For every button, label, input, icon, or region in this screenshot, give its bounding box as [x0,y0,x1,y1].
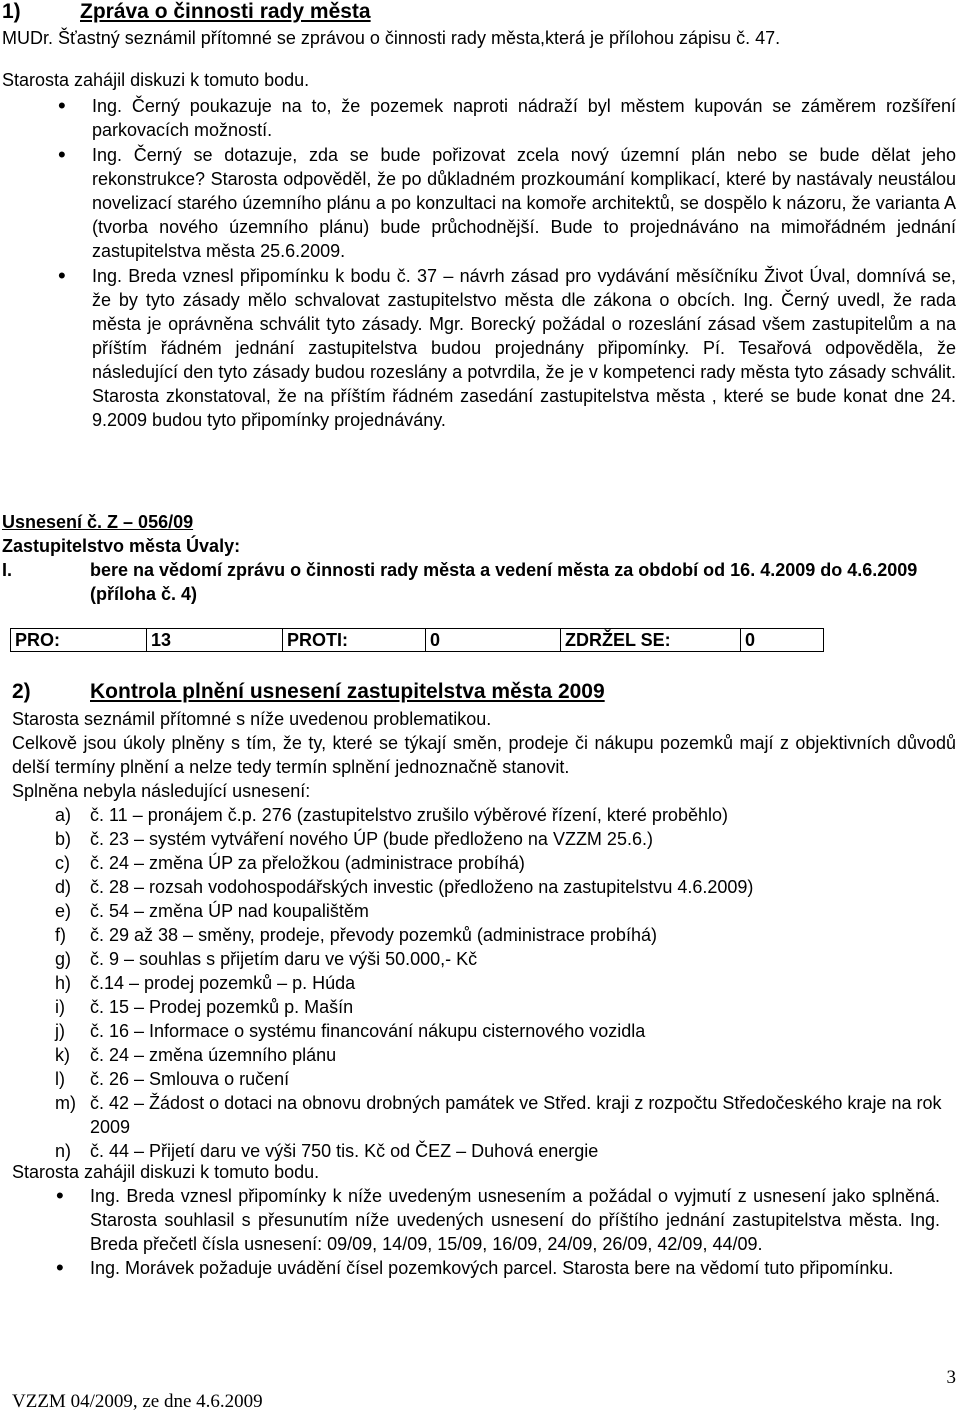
list-item [0,803,958,827]
section-1-bullet-list [2,94,956,432]
list-item [0,899,958,923]
vote-zdrzel-label: ZDRŽEL SE: [561,629,741,652]
list-item [0,1043,958,1067]
list-item [0,851,958,875]
vote-proti-label: PROTI: [283,629,426,652]
list-item-letter: a) [55,805,72,825]
list-item-letter: k) [55,1045,70,1065]
section-1-heading [2,0,371,24]
section-2-title: Kontrola plnění usnesení zastupitelstva města 2009 [90,680,605,703]
section-1-title: Zpráva o činnosti rady města [80,0,371,23]
vote-proti-value: 0 [426,629,561,652]
list-item-letter: n) [55,1141,72,1161]
list-item-letter: f) [55,925,66,945]
list-item-letter: j) [55,1021,65,1041]
list-item-text: č. 54 – změna ÚP nad koupalištěm [90,901,369,921]
unfulfilled-resolutions-list [0,803,958,1163]
resolution-roman: I. [2,560,13,580]
bullet-item: • Ing. Breda vznesl připomínku k bodu č. 37 – návrh zásad pro vydávání měsíčníku Život Úval, domnívá se, že by tyto zásady mělo schvalovat zastupitelstvo města dle zákona o obcích. Ing. Černý uvedl, že rada města je oprávněna schválit tyto zásady. Mgr. Borecký požádal o rozeslání zásad všem zastupitelům a na příštím řádném jednání zastupitelstva budou projednány připomínky. Pí. Tesařová odpověděla, že následující den tyto zásady budou rozeslány a potvrdila, že je v kompetenci rady města tyto zásady schválit. Starosta zkonstatoval, že na příštím řádném zasedání zastupitelstva města , které se bude konat dne 24. 9.2009 budou tyto připomínky projednávány. [2,264,956,432]
list-item-text: č. 9 – souhlas s přijetím daru ve výši 50.000,- Kč [90,949,478,969]
vote-table [10,628,824,652]
resolution-text: bere na vědomí zprávu o činnosti rady města a vedení města za období od 16. 4.2009 do 4.6.2009 (příloha č. 4) [90,560,918,604]
resolution-number: Usnesení č. Z – 056/09 [2,512,194,532]
list-item-letter: b) [55,829,72,849]
list-item-text: č. 24 – změna územního plánu [90,1045,337,1065]
list-item [0,1091,960,1139]
list-item-text: č. 15 – Prodej pozemků p. Mašín [90,997,354,1017]
section-2-unfulfilled-intro: Splněna nebyla následující usnesení: [12,781,311,801]
list-item-text: č. 28 – rozsah vodohospodářských investic (předloženo na zastupitelstvu 4.6.2009) [90,877,754,897]
section-2-heading [12,680,605,704]
section-2-number: 2) [12,680,31,703]
resolution-body: Zastupitelstvo města Úvaly: [2,536,241,556]
vote-zdrzel-value: 0 [741,629,824,652]
section-1-number: 1) [2,0,21,23]
list-item-text: č. 23 – systém vytváření nového ÚP (bude předloženo na VZZM 25.6.) [90,829,653,849]
vote-pro-label: PRO: [11,629,147,652]
list-item-letter: h) [55,973,72,993]
page-number: 3 [946,1367,956,1388]
bullet-item: • Ing. Breda vznesl připomínky k níže uvedeným usnesením a požádal o vyjmutí z usnesení jako splněná. Starosta souhlasil s přesunutím níže uvedených usnesení do příštího jednání zastupitelstva města. Ing. Breda přečetl čísla usnesení: 09/09, 14/09, 15/09, 16/09, 24/09, 26/09, 42/09, 44/09. [0,1184,940,1256]
vote-pro-value: 13 [147,629,283,652]
list-item-text: č. 44 – Přijetí daru ve výši 750 tis. Kč od ČEZ – Duhová energie [90,1141,599,1161]
list-item-letter: m) [55,1093,76,1113]
section-1-discussion-start: Starosta zahájil diskuzi k tomuto bodu. [2,70,310,90]
list-item-text: č.14 – prodej pozemků – p. Húda [90,973,356,993]
section-1-intro: MUDr. Šťastný seznámil přítomné se zprávou o činnosti rady města,která je přílohou zápisu č. 47. [2,28,781,48]
footer-meeting-label: VZZM 04/2009, ze dne 4.6.2009 [12,1391,263,1412]
list-item [0,827,958,851]
section-2-summary: Celkově jsou úkoly plněny s tím, že ty, které se týkají směn, prodeje či nákupu pozemků mají z objektivních důvodů delší termíny plnění a nelze tedy termín splnění jednoznačně stanovit. [12,733,956,777]
bullet-item: • Ing. Morávek požaduje uvádění čísel pozemkových parcel. Starosta bere na vědomí tuto připomínku. [0,1256,940,1280]
list-item-letter: i) [55,997,65,1017]
list-item-letter: c) [55,853,70,873]
list-item-text: č. 29 až 38 – směny, prodeje, převody pozemků (administrace probíhá) [90,925,657,945]
list-item [0,875,958,899]
list-item-letter: l) [55,1069,65,1089]
section-2-discussion-start: Starosta zahájil diskuzi k tomuto bodu. [12,1162,320,1182]
bullet-item: • Ing. Černý se dotazuje, zda se bude pořizovat zcela nový územní plán nebo se bude dělat jeho rekonstrukce? Starosta odpověděl, že po důkladném prozkoumání komplikací, které by nastávaly neustálou novelizací starého územního plánu a po konzultaci na komoře architektů, se dospělo k názoru, že varianta A (tvorba nového územního plánu) bude průchodnější. Bude to projednáváno na mimořádném jednání zastupitelstva města 25.6.2009. [2,143,956,263]
list-item-text: č. 26 – Smlouva o ručení [90,1069,290,1089]
list-item-text: č. 42 – Žádost o dotaci na obnovu drobných památek ve Střed. kraji z rozpočtu Středočeského kraje na rok 2009 [90,1093,942,1137]
list-item [0,947,958,971]
bullet-item: • Ing. Černý poukazuje na to, že pozemek naproti nádraží byl městem kupován se záměrem rozšíření parkovacích možností. [2,94,956,142]
list-item [0,1019,958,1043]
list-item-letter: e) [55,901,72,921]
list-item [0,971,958,995]
list-item-text: č. 24 – změna ÚP za přeložkou (administrace probíhá) [90,853,525,873]
list-item [0,1067,958,1091]
list-item-text: č. 16 – Informace o systému financování nákupu cisternového vozidla [90,1021,646,1041]
list-item-letter: d) [55,877,72,897]
section-2-bullet-list [0,1184,940,1280]
section-2-intro: Starosta seznámil přítomné s níže uvedenou problematikou. [12,709,492,729]
list-item-letter: g) [55,949,72,969]
list-item [0,923,958,947]
list-item-text: č. 11 – pronájem č.p. 276 (zastupitelstvo zrušilo výběrové řízení, které proběhlo) [90,805,728,825]
list-item [0,995,958,1019]
